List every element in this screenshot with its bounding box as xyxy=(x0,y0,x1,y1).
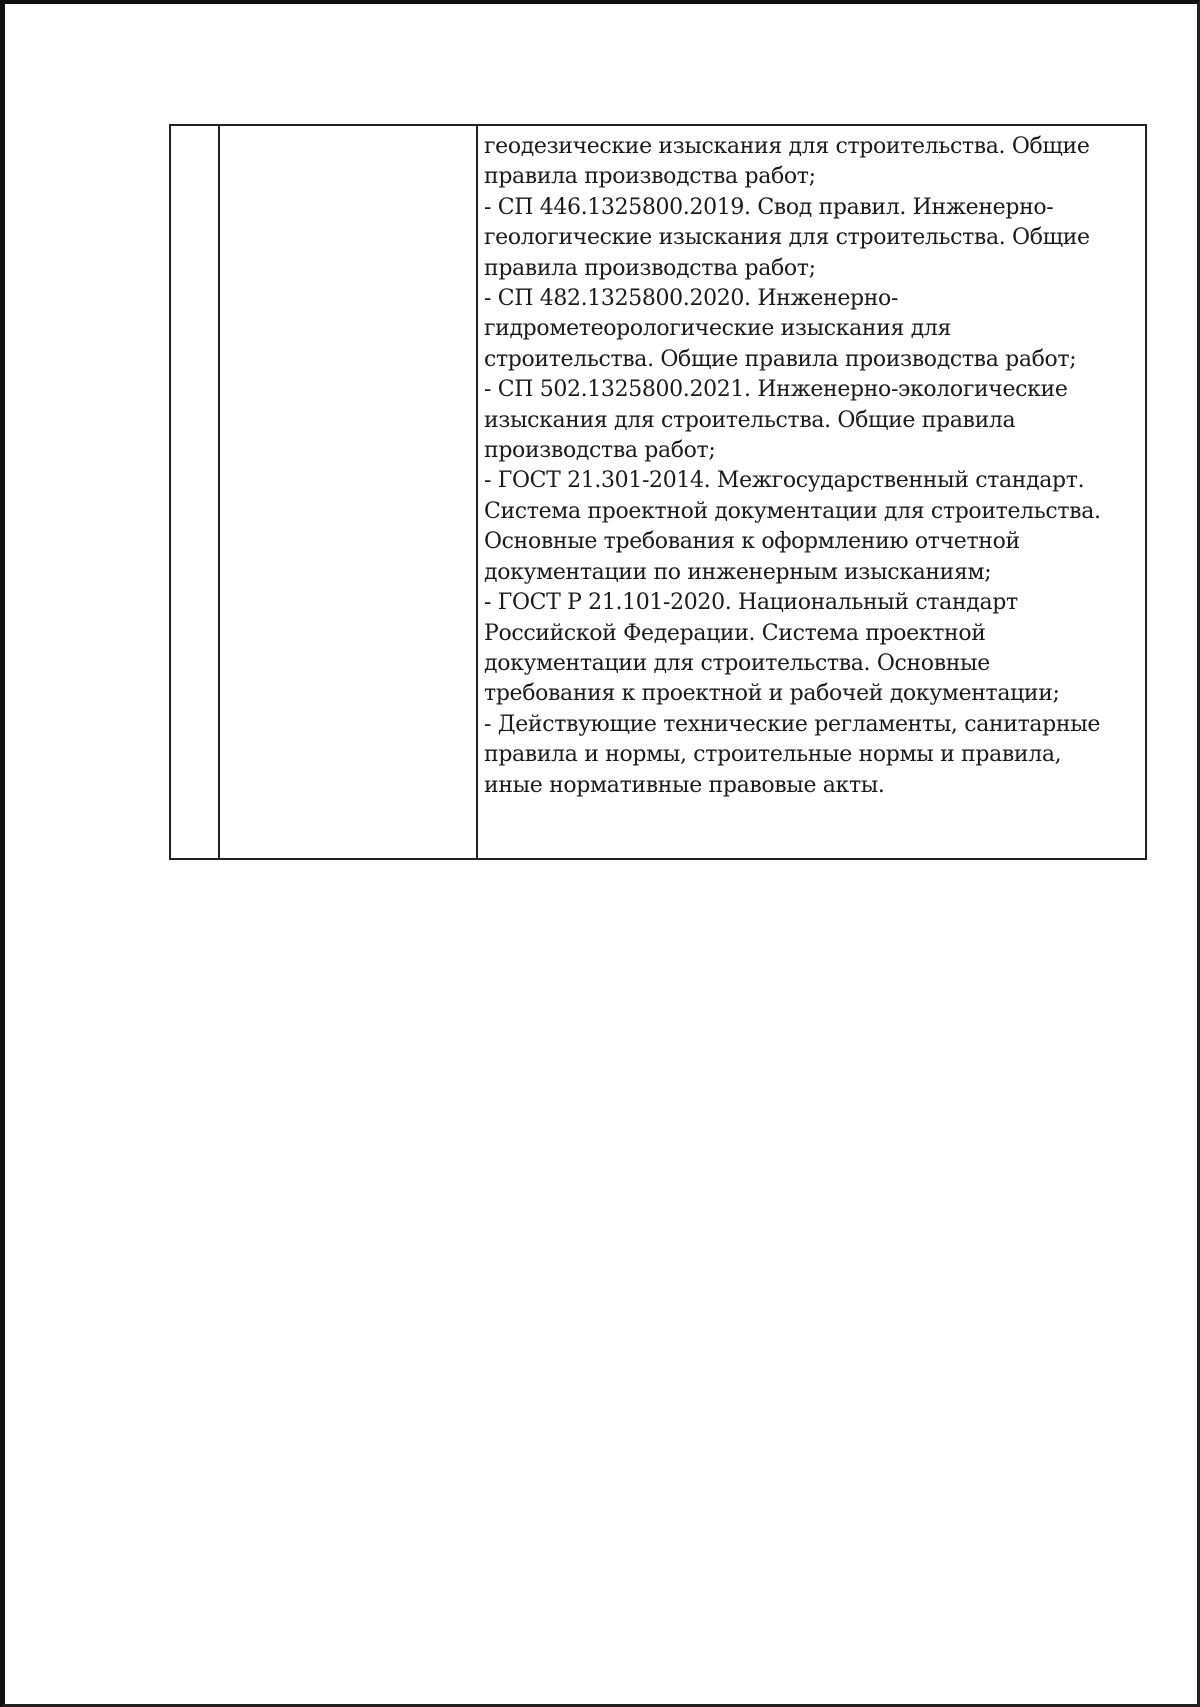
text-line: документации для строительства. Основные xyxy=(484,650,990,676)
text-line: производства работ; xyxy=(484,438,716,464)
text-line: правила производства работ; xyxy=(484,255,816,281)
text-line: правила и нормы, строительные нормы и правила, xyxy=(484,742,1062,768)
text-line: Российской Федерации. Система проектной xyxy=(484,620,986,646)
text-line: - ГОСТ 21.301-2014. Межгосударственный стандарт. xyxy=(484,468,1085,494)
document-table xyxy=(169,124,1147,860)
text-line: изыскания для строительства. Общие правила xyxy=(484,407,1016,433)
text-line: правила производства работ; xyxy=(484,164,816,190)
text-line: документации по инженерным изысканиям; xyxy=(484,559,992,585)
text-line: - ГОСТ Р 21.101-2020. Национальный стандарт xyxy=(484,590,1018,616)
text-line: - Действующие технические регламенты, санитарные xyxy=(484,711,1101,737)
text-line: - СП 446.1325800.2019. Свод правил. Инженерно- xyxy=(484,194,1054,220)
table-cell-number xyxy=(171,126,220,858)
text-line: геодезические изыскания для строительства. Общие xyxy=(484,134,1090,159)
table-cell-name xyxy=(220,126,478,858)
text-line: Система проектной документации для строительства. xyxy=(484,498,1101,524)
text-line: - СП 502.1325800.2021. Инженерно-экологические xyxy=(484,377,1068,403)
text-line: - СП 482.1325800.2020. Инженерно- xyxy=(484,286,899,312)
requirements-text xyxy=(484,132,1141,801)
text-line: геологические изыскания для строительства. Общие xyxy=(484,225,1090,251)
text-line: строительства. Общие правила производства работ; xyxy=(484,346,1077,372)
text-line: требования к проектной и рабочей документации; xyxy=(484,681,1060,707)
text-line: гидрометеорологические изыскания для xyxy=(484,316,952,342)
table-cell-requirements xyxy=(478,126,1145,858)
text-line: Основные требования к оформлению отчетной xyxy=(484,529,1020,555)
text-line: иные нормативные правовые акты. xyxy=(484,772,885,798)
